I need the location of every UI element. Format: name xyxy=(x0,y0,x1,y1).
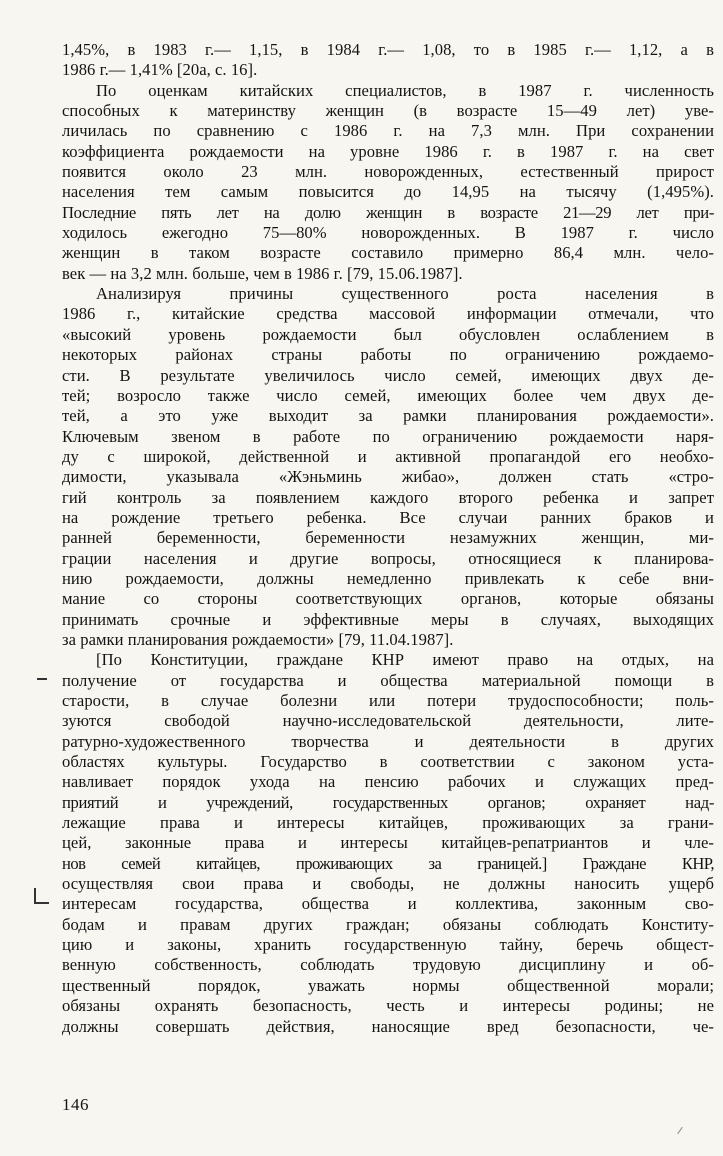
text-line: Ключевым звеном в работе по ограничению рождаемости наря- xyxy=(62,426,714,446)
text-line: щественный порядок, уважать нормы общественной морали; xyxy=(62,975,714,995)
text-line: ходилось ежегодно 75—80% новорожденных. В 1987 г. число xyxy=(62,223,714,243)
text-line: По оценкам китайских специалистов, в 1987 г. численность xyxy=(96,80,714,100)
text-line: принимать срочные и эффективные меры в случаях, выходящих xyxy=(62,609,714,629)
text-line: на рождение третьего ребенка. Все случаи ранних браков и xyxy=(62,507,714,527)
text-line: появится около 23 млн. новорожденных, естественный прирост xyxy=(62,162,714,182)
text-line: [По Конституции, граждане КНР имеют право на отдых, на xyxy=(96,650,714,670)
text-line: димости, указывала «Жэньминь жибао», должен стать «стро- xyxy=(62,467,714,487)
text-line: ду с широкой, действенной и активной пропагандой его необхо- xyxy=(62,446,714,466)
text-line: за рамки планирования рождаемости» [79, 11.04.1987]. xyxy=(62,629,454,649)
text-line: тей; возросло также число семей, имеющих более чем двух де- xyxy=(62,385,714,405)
text-line: обязаны охранять безопасность, честь и интересы родины; не xyxy=(62,996,714,1016)
text-page xyxy=(62,40,714,1037)
paragraph-3 xyxy=(62,284,714,650)
text-line: лежащие права и интересы китайцев, проживающих за грани- xyxy=(62,813,714,833)
text-line: ратурно-художественного творчества и деятельности в других xyxy=(62,731,714,751)
text-line: сти. В результате увеличилось число семей, имеющих двух де- xyxy=(62,365,714,385)
text-line: 1986 г.— 1,41% [20а, с. 16]. xyxy=(62,60,258,80)
text-line: цию и законы, хранить государственную тайну, беречь общест- xyxy=(62,935,714,955)
text-line: ранней беременности, беременности незамужних женщин, ми- xyxy=(62,528,714,548)
margin-bracket-mark xyxy=(34,888,49,904)
paragraph-4 xyxy=(62,650,714,1037)
text-line: «высокий уровень рождаемости был обусловлен ослаблением в xyxy=(62,324,714,344)
text-line: 1,45%, в 1983 г.— 1,15, в 1984 г.— 1,08, то в 1985 г.— 1,12, а в xyxy=(62,40,714,59)
text-line: получение от государства и общества материальной помощи в xyxy=(62,670,714,690)
text-line: 1986 г., китайские средства массовой информации отмечали, что xyxy=(62,304,714,324)
text-line: тей, а это уже выходит за рамки планирования рождаемости». xyxy=(62,406,714,426)
text-line: способных к материнству женщин (в возрасте 15—49 лет) уве- xyxy=(62,101,714,121)
text-line: навливает порядок ухода на пенсию рабочих и служащих пред- xyxy=(62,772,714,792)
text-line: нов семей китайцев, проживающих за границей.] Граждане КНР, xyxy=(62,853,714,873)
text-line: интересам государства, общества и коллектива, законным сво- xyxy=(62,894,714,914)
text-line: областях культуры. Государство в соответствии с законом уста- xyxy=(62,752,714,772)
stray-pencil-mark xyxy=(677,1127,682,1134)
text-line: грации населения и другие вопросы, относящиеся к планирова- xyxy=(62,548,714,568)
paragraph-1 xyxy=(62,40,714,81)
text-line: цей, законные права и интересы китайцев-репатриантов и чле- xyxy=(62,833,714,853)
text-line: мание со стороны соответствующих органов, которые обязаны xyxy=(62,589,714,609)
text-line: зуются свободой научно-исследовательской деятельности, лите- xyxy=(62,711,714,731)
text-line: Анализируя причины существенного роста населения в xyxy=(96,284,714,304)
text-line: некоторых районах страны работы по ограничению рождаемо- xyxy=(62,345,714,365)
text-line: нию рождаемости, должны немедленно привлекать к себе вни- xyxy=(62,568,714,588)
paragraph-2 xyxy=(62,81,714,284)
text-line: бодам и правам других граждан; обязаны соблюдать Конститу- xyxy=(62,914,714,934)
text-line: женщин в таком возрасте составило примерно 86,4 млн. чело- xyxy=(62,243,714,263)
page-number: 146 xyxy=(62,1095,89,1114)
text-line: приятий и учреждений, государственных органов; охраняет над- xyxy=(62,792,714,812)
text-line: венную собственность, соблюдать трудовую дисциплину и об- xyxy=(62,955,714,975)
text-line: населения тем самым повысится до 14,95 на тысячу (1,495%). xyxy=(62,182,714,202)
text-line: Последние пять лет на долю женщин в возрасте 21—29 лет при- xyxy=(62,202,714,222)
text-line: старости, в случае болезни или потери трудоспособности; поль- xyxy=(62,691,714,710)
text-line: гий контроль за появлением каждого второго ребенка и запрет xyxy=(62,487,714,507)
text-line: коэффициента рождаемости на уровне 1986 г. в 1987 г. на свет xyxy=(62,141,714,161)
text-line: век — на 3,2 млн. больше, чем в 1986 г. [79, 15.06.1987]. xyxy=(62,263,463,283)
text-line: осуществляя свои права и свободы, не должны наносить ущерб xyxy=(62,874,714,894)
text-line: личилась по сравнению с 1986 г. на 7,3 млн. При сохранении xyxy=(62,121,714,141)
text-line: должны совершать действия, наносящие вред безопасности, че- xyxy=(62,1016,714,1036)
margin-dash-mark xyxy=(37,678,47,680)
